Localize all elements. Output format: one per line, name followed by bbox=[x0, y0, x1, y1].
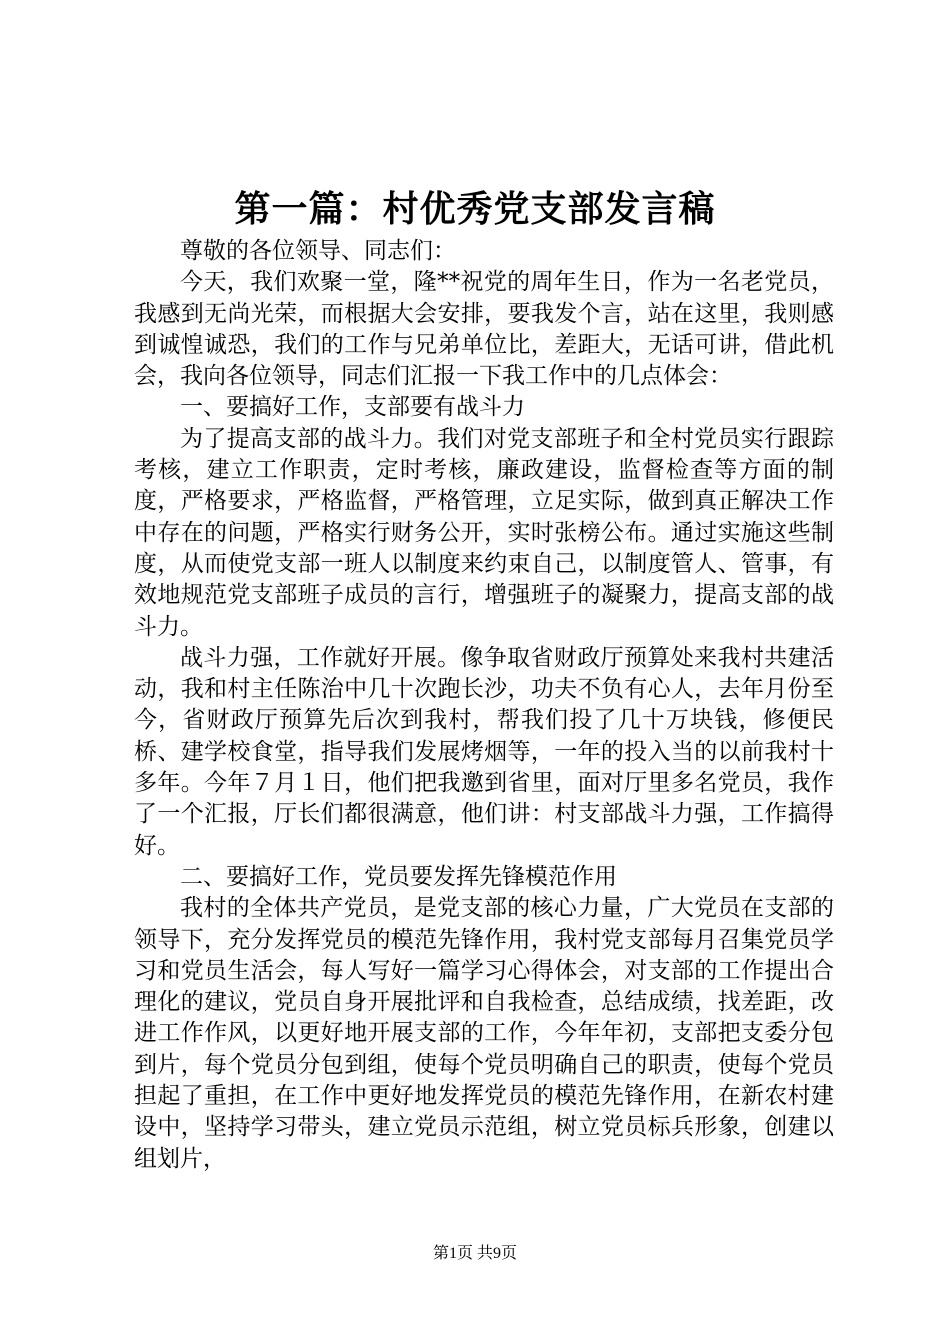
paragraph-section-1-a: 为了提高支部的战斗力。我们对党支部班子和全村党员实行跟踪考核，建立工作职责，定时考核，廉政建设，监督检查等方面的制度，严格要求，严格监督，严格管理，立足实际，做到真正解决工作中存在的问题，严格实行财务公开，实时张榜公布。通过实施这些制度，从而使党支部一班人以制度来约束自己，以制度管人、管事，有效地规范党支部班子成员的言行，增强班子的凝聚力，提高支部的战斗力。 bbox=[134, 425, 834, 640]
document-body bbox=[134, 236, 834, 1175]
section-heading-2: 二、要搞好工作，党员要发挥先锋模范作用 bbox=[180, 863, 617, 890]
salutation: 尊敬的各位领导、同志们： bbox=[180, 238, 456, 264]
paragraph-intro: 今天，我们欢聚一堂，隆**祝党的周年生日，作为一名老党员，我感到无尚光荣，而根据大会安排，要我发个言，站在这里，我则感到诚惶诚恐，我们的工作与兄弟单位比，差距大，无话可讲，借此机会，我向各位领导，同志们汇报一下我工作中的几点体会： bbox=[134, 269, 834, 390]
section-heading-1: 一、要搞好工作，支部要有战斗力 bbox=[180, 394, 525, 421]
paragraph-section-2-a: 我村的全体共产党员，是党支部的核心力量，广大党员在支部的领导下，充分发挥党员的模范先锋作用，我村党支部每月召集党员学习和党员生活会，每人写好一篇学习心得体会，对支部的工作提出合理化的建议，党员自身开展批评和自我检查，总结成绩，找差距，改进工作作风，以更好地开展支部的工作，今年年初，支部把支委分包到片，每个党员分包到组，使每个党员明确自己的职责，使每个党员担起了重担，在工作中更好地发挥党员的模范先锋作用，在新农村建设中，坚持学习带头，建立党员示范组，树立党员标兵形象，创建以组划片， bbox=[134, 895, 834, 1172]
paragraph-section-1-b: 战斗力强，工作就好开展。像争取省财政厅预算处来我村共建活动，我和村主任陈治中几十次跑长沙，功夫不负有心人，去年月份至今，省财政厅预算先后次到我村，帮我们投了几十万块钱，修便民桥、建学校食堂，指导我们发展烤烟等，一年的投入当的以前我村十多年。今年７月１日，他们把我邀到省里，面对厅里多名党员，我作了一个汇报，厅长们都很满意，他们讲：村支部战斗力强，工作搞得好。 bbox=[134, 644, 834, 859]
document-title: 第一篇：村优秀党支部发言稿 bbox=[234, 188, 716, 230]
page-number: 第1页 共9页 bbox=[432, 1245, 517, 1262]
